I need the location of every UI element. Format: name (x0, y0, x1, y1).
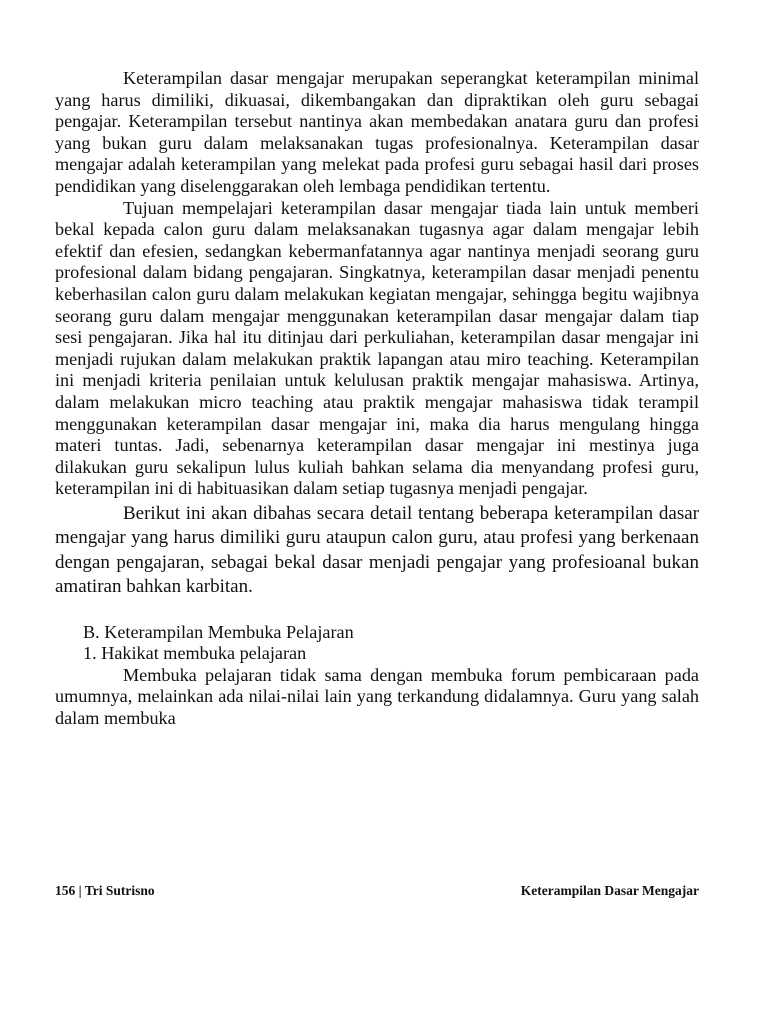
paragraph-3: Berikut ini akan dibahas secara detail tentang beberapa keterampilan dasar mengajar yang harus dimiliki guru ataupun calon guru, atau profesi yang berkenaan dengan pengajaran, sebagai bekal dasar menjadi pengajar yang profesioanal bukan amatiran bahkan karbitan. (55, 502, 699, 598)
paragraph-1: Keterampilan dasar mengajar merupakan seperangkat keterampilan minimal yang harus dimiliki, dikuasai, dikembangakan dan dipraktikan oleh guru sebagai pengajar. Keterampilan tersebut nantinya akan membedakan anatara guru dan profesi yang bukan guru dalam melaksanakan tugas profesionalnya. Keterampilan dasar mengajar adalah keterampilan yang melekat pada profesi guru sebagai hasil dari proses pendidikan yang diselenggarakan oleh lembaga pendidikan tertentu. (55, 68, 699, 196)
paragraph-4: Membuka pelajaran tidak sama dengan membuka forum pembicaraan pada umumnya, melainkan ada nilai-nilai lain yang terkandung didalamnya. Guru yang salah dalam membuka (55, 664, 699, 728)
page-footer (55, 883, 699, 899)
footer-book-title: Keterampilan Dasar Mengajar (520, 883, 699, 898)
section-heading: B. Keterampilan Membuka Pelajaran (83, 621, 354, 642)
footer-page-author: 156 | Tri Sutrisno (55, 883, 155, 898)
paragraph-2: Tujuan mempelajari keterampilan dasar mengajar tiada lain untuk memberi bekal kepada calon guru dalam melaksanakan tugasnya agar dalam mengajar lebih efektif dan efesien, sedangkan kebermanfatannya agar nantinya menjadi seorang guru profesional dalam bidang pengajaran. Singkatnya, keterampilan dasar menjadi penentu keberhasilan calon guru dalam melakukan kegiatan mengajar, sehingga begitu wajibnya seorang guru dalam mengajar menggunakan keterampilan dasar mengajar dalam tiap sesi pengajaran. Jika hal itu ditinjau dari perkuliahan, keterampilan dasar mengajar ini menjadi rujukan dalam melakukan praktik lapangan atau miro teaching. Keterampilan ini menjadi kriteria penilaian untuk kelulusan praktik mengajar mahasiswa. Artinya, dalam melakukan micro teaching atau praktik mengajar mahasiswa tidak terampil menggunakan keterampilan dasar mengajar ini, maka dia harus mengulang hingga materi tuntas. Jadi, sebenarnya keterampilan dasar mengajar ini mestinya juga dilakukan guru sekalipun lulus kuliah bahkan selama dia menyandang profesi guru, keterampilan ini di habituasikan dalam setiap tugasnya menjadi pengajar. (55, 197, 699, 499)
page-body (55, 68, 699, 729)
subsection-heading: 1. Hakikat membuka pelajaran (83, 643, 307, 664)
